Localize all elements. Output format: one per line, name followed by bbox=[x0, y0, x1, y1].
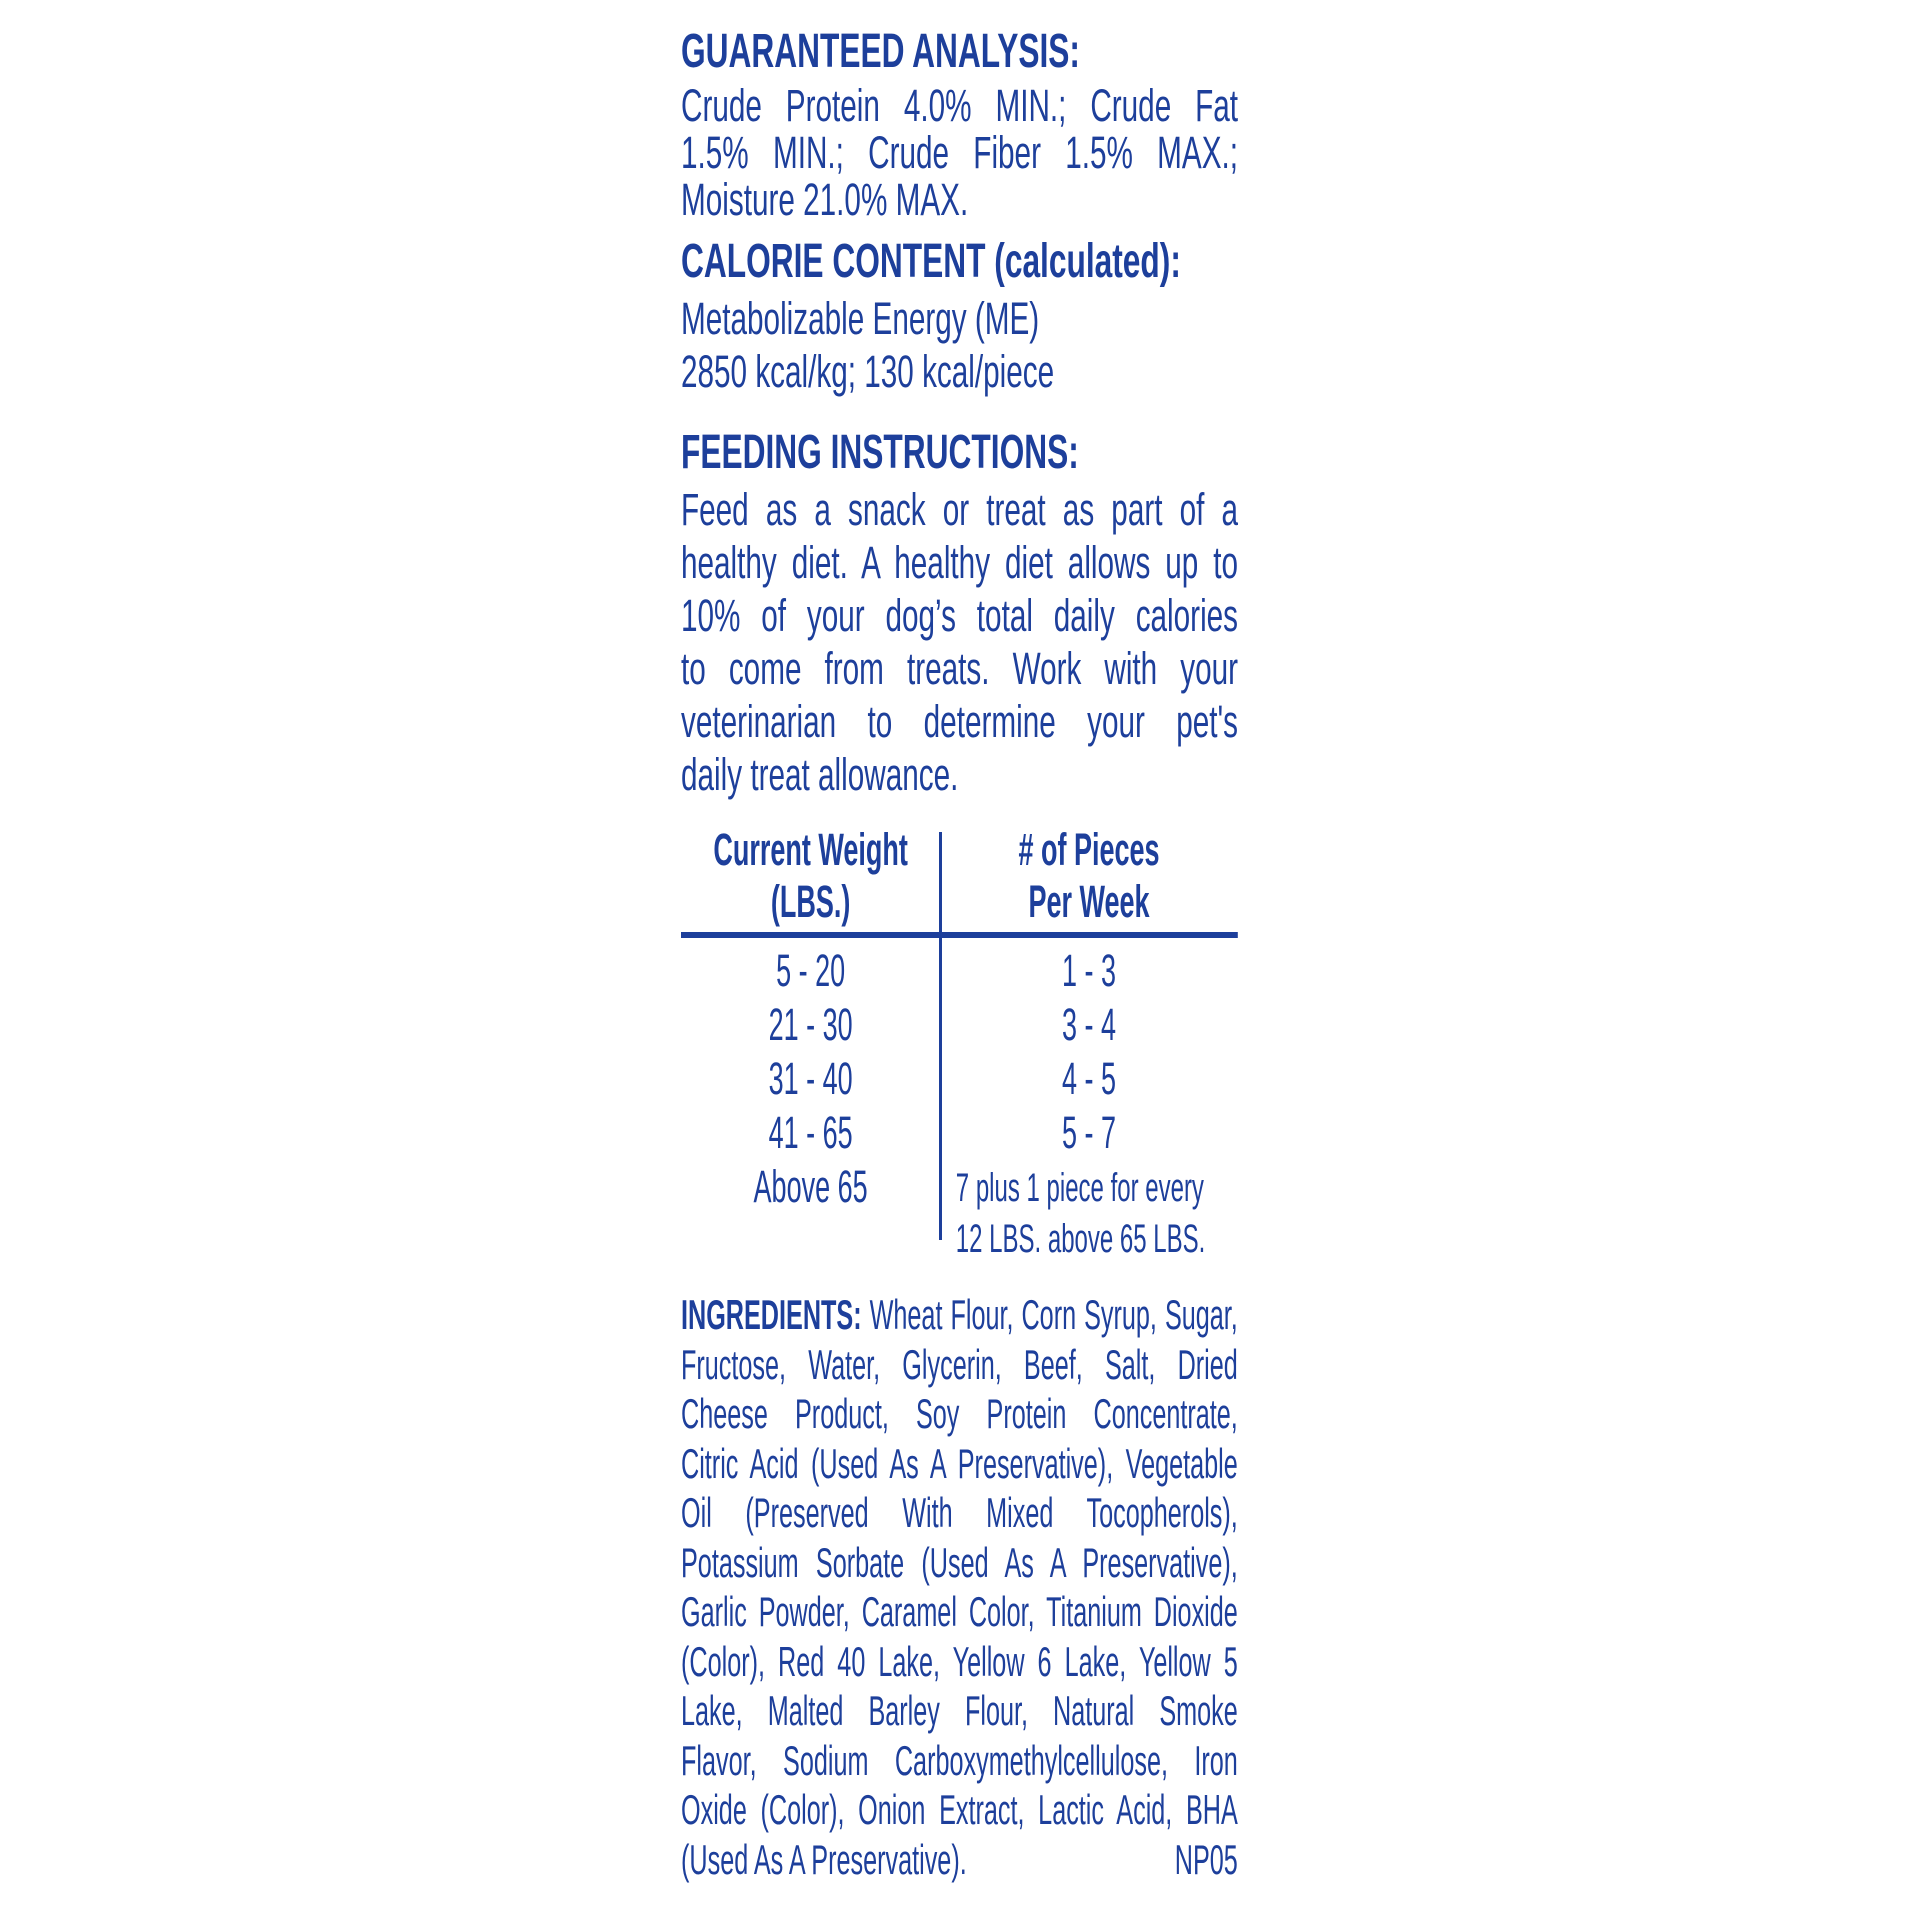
feeding-instructions-line: daily treat allowance. bbox=[681, 749, 959, 800]
feeding-instructions-line: healthy diet. A healthy diet allows up to bbox=[681, 537, 1239, 588]
guaranteed-analysis-line: Crude Protein 4.0% MIN.; Crude Fat bbox=[681, 80, 1239, 131]
feeding-instructions-line: 10% of your dog’s total daily calories bbox=[681, 590, 1239, 641]
calorie-content-section bbox=[681, 232, 1238, 398]
table-column-divider bbox=[939, 832, 942, 1240]
table-header-current-weight bbox=[681, 824, 940, 928]
product-code: NP05 bbox=[1174, 1835, 1238, 1883]
weight-cell: 21 - 30 bbox=[768, 999, 853, 1050]
table-header-line: Current Weight bbox=[713, 824, 908, 875]
table-header-line: (LBS.) bbox=[770, 876, 851, 927]
pieces-cell: 5 - 7 bbox=[1061, 1107, 1117, 1158]
calorie-content-line: Metabolizable Energy (ME) bbox=[681, 293, 1040, 344]
ingredients-line: Garlic Powder, Caramel Color, Titanium Dioxide bbox=[681, 1588, 1238, 1635]
ingredients-line: Potassium Sorbate (Used As A Preservative), bbox=[681, 1538, 1238, 1586]
label-text-column bbox=[681, 0, 1238, 1920]
ingredients-text: Wheat Flour, Corn Syrup, Sugar, bbox=[869, 1291, 1238, 1338]
pieces-cell bbox=[940, 1160, 1238, 1265]
calorie-content-line: 2850 kcal/kg; 130 kcal/piece bbox=[681, 346, 1055, 397]
feeding-table bbox=[681, 824, 1238, 1265]
pieces-cell: 4 - 5 bbox=[1061, 1053, 1117, 1104]
table-row bbox=[681, 1160, 1238, 1265]
ingredients-line bbox=[681, 1290, 1238, 1340]
feeding-instructions-line: veterinarian to determine your pet's bbox=[681, 696, 1239, 747]
feeding-instructions-heading: FEEDING INSTRUCTIONS: bbox=[681, 426, 1079, 479]
ingredients-line: Oxide (Color), Onion Extract, Lactic Acid, BHA bbox=[681, 1786, 1238, 1833]
feeding-instructions-line: Feed as a snack or treat as part of a bbox=[681, 484, 1239, 535]
ingredients-label: INGREDIENTS: bbox=[681, 1291, 862, 1338]
table-header-rule bbox=[681, 932, 1238, 938]
table-row bbox=[681, 998, 1238, 1052]
table-body bbox=[681, 944, 1238, 1265]
ingredients-line: (Color), Red 40 Lake, Yellow 6 Lake, Yellow 5 bbox=[681, 1637, 1238, 1685]
table-header-line: # of Pieces bbox=[1018, 824, 1160, 875]
ingredients-text: (Used As A Preservative). bbox=[681, 1835, 967, 1883]
table-row bbox=[681, 1052, 1238, 1106]
pieces-cell: 3 - 4 bbox=[1061, 999, 1117, 1050]
guaranteed-analysis-line: Moisture 21.0% MAX. bbox=[681, 174, 969, 225]
ingredients-line: Citric Acid (Used As A Preservative), Vegetable bbox=[681, 1439, 1238, 1487]
pieces-cell-line: 7 plus 1 piece for every bbox=[955, 1166, 1204, 1210]
feeding-instructions-section bbox=[681, 423, 1238, 801]
table-header-row bbox=[681, 824, 1238, 928]
ingredients-line: Fructose, Water, Glycerin, Beef, Salt, Dried bbox=[681, 1340, 1238, 1388]
feeding-instructions-line: to come from treats. Work with your bbox=[681, 643, 1239, 694]
weight-cell: 31 - 40 bbox=[768, 1053, 853, 1104]
table-row bbox=[681, 944, 1238, 998]
weight-cell: 41 - 65 bbox=[768, 1107, 853, 1158]
calorie-content-heading: CALORIE CONTENT (calculated): bbox=[681, 235, 1181, 288]
ingredients-line: Flavor, Sodium Carboxymethylcellulose, Iron bbox=[681, 1736, 1238, 1784]
table-row bbox=[681, 1106, 1238, 1160]
weight-cell: 5 - 20 bbox=[776, 945, 846, 996]
ingredients-line: Cheese Product, Soy Protein Concentrate, bbox=[681, 1390, 1238, 1437]
table-header-line: Per Week bbox=[1028, 876, 1150, 927]
ingredients-section bbox=[681, 1290, 1238, 1884]
ingredients-last-line bbox=[681, 1835, 1238, 1885]
guaranteed-analysis-line: 1.5% MIN.; Crude Fiber 1.5% MAX.; bbox=[681, 127, 1239, 178]
guaranteed-analysis-section bbox=[681, 22, 1238, 223]
guaranteed-analysis-heading: GUARANTEED ANALYSIS: bbox=[681, 25, 1080, 78]
pieces-cell: 1 - 3 bbox=[1061, 945, 1117, 996]
ingredients-line: Oil (Preserved With Mixed Tocopherols), bbox=[681, 1489, 1238, 1536]
pieces-cell-line: 12 LBS. above 65 LBS. bbox=[955, 1217, 1206, 1261]
table-header-pieces-per-week bbox=[940, 824, 1238, 928]
weight-cell: Above 65 bbox=[753, 1161, 868, 1212]
ingredients-line: Lake, Malted Barley Flour, Natural Smoke bbox=[681, 1687, 1238, 1734]
